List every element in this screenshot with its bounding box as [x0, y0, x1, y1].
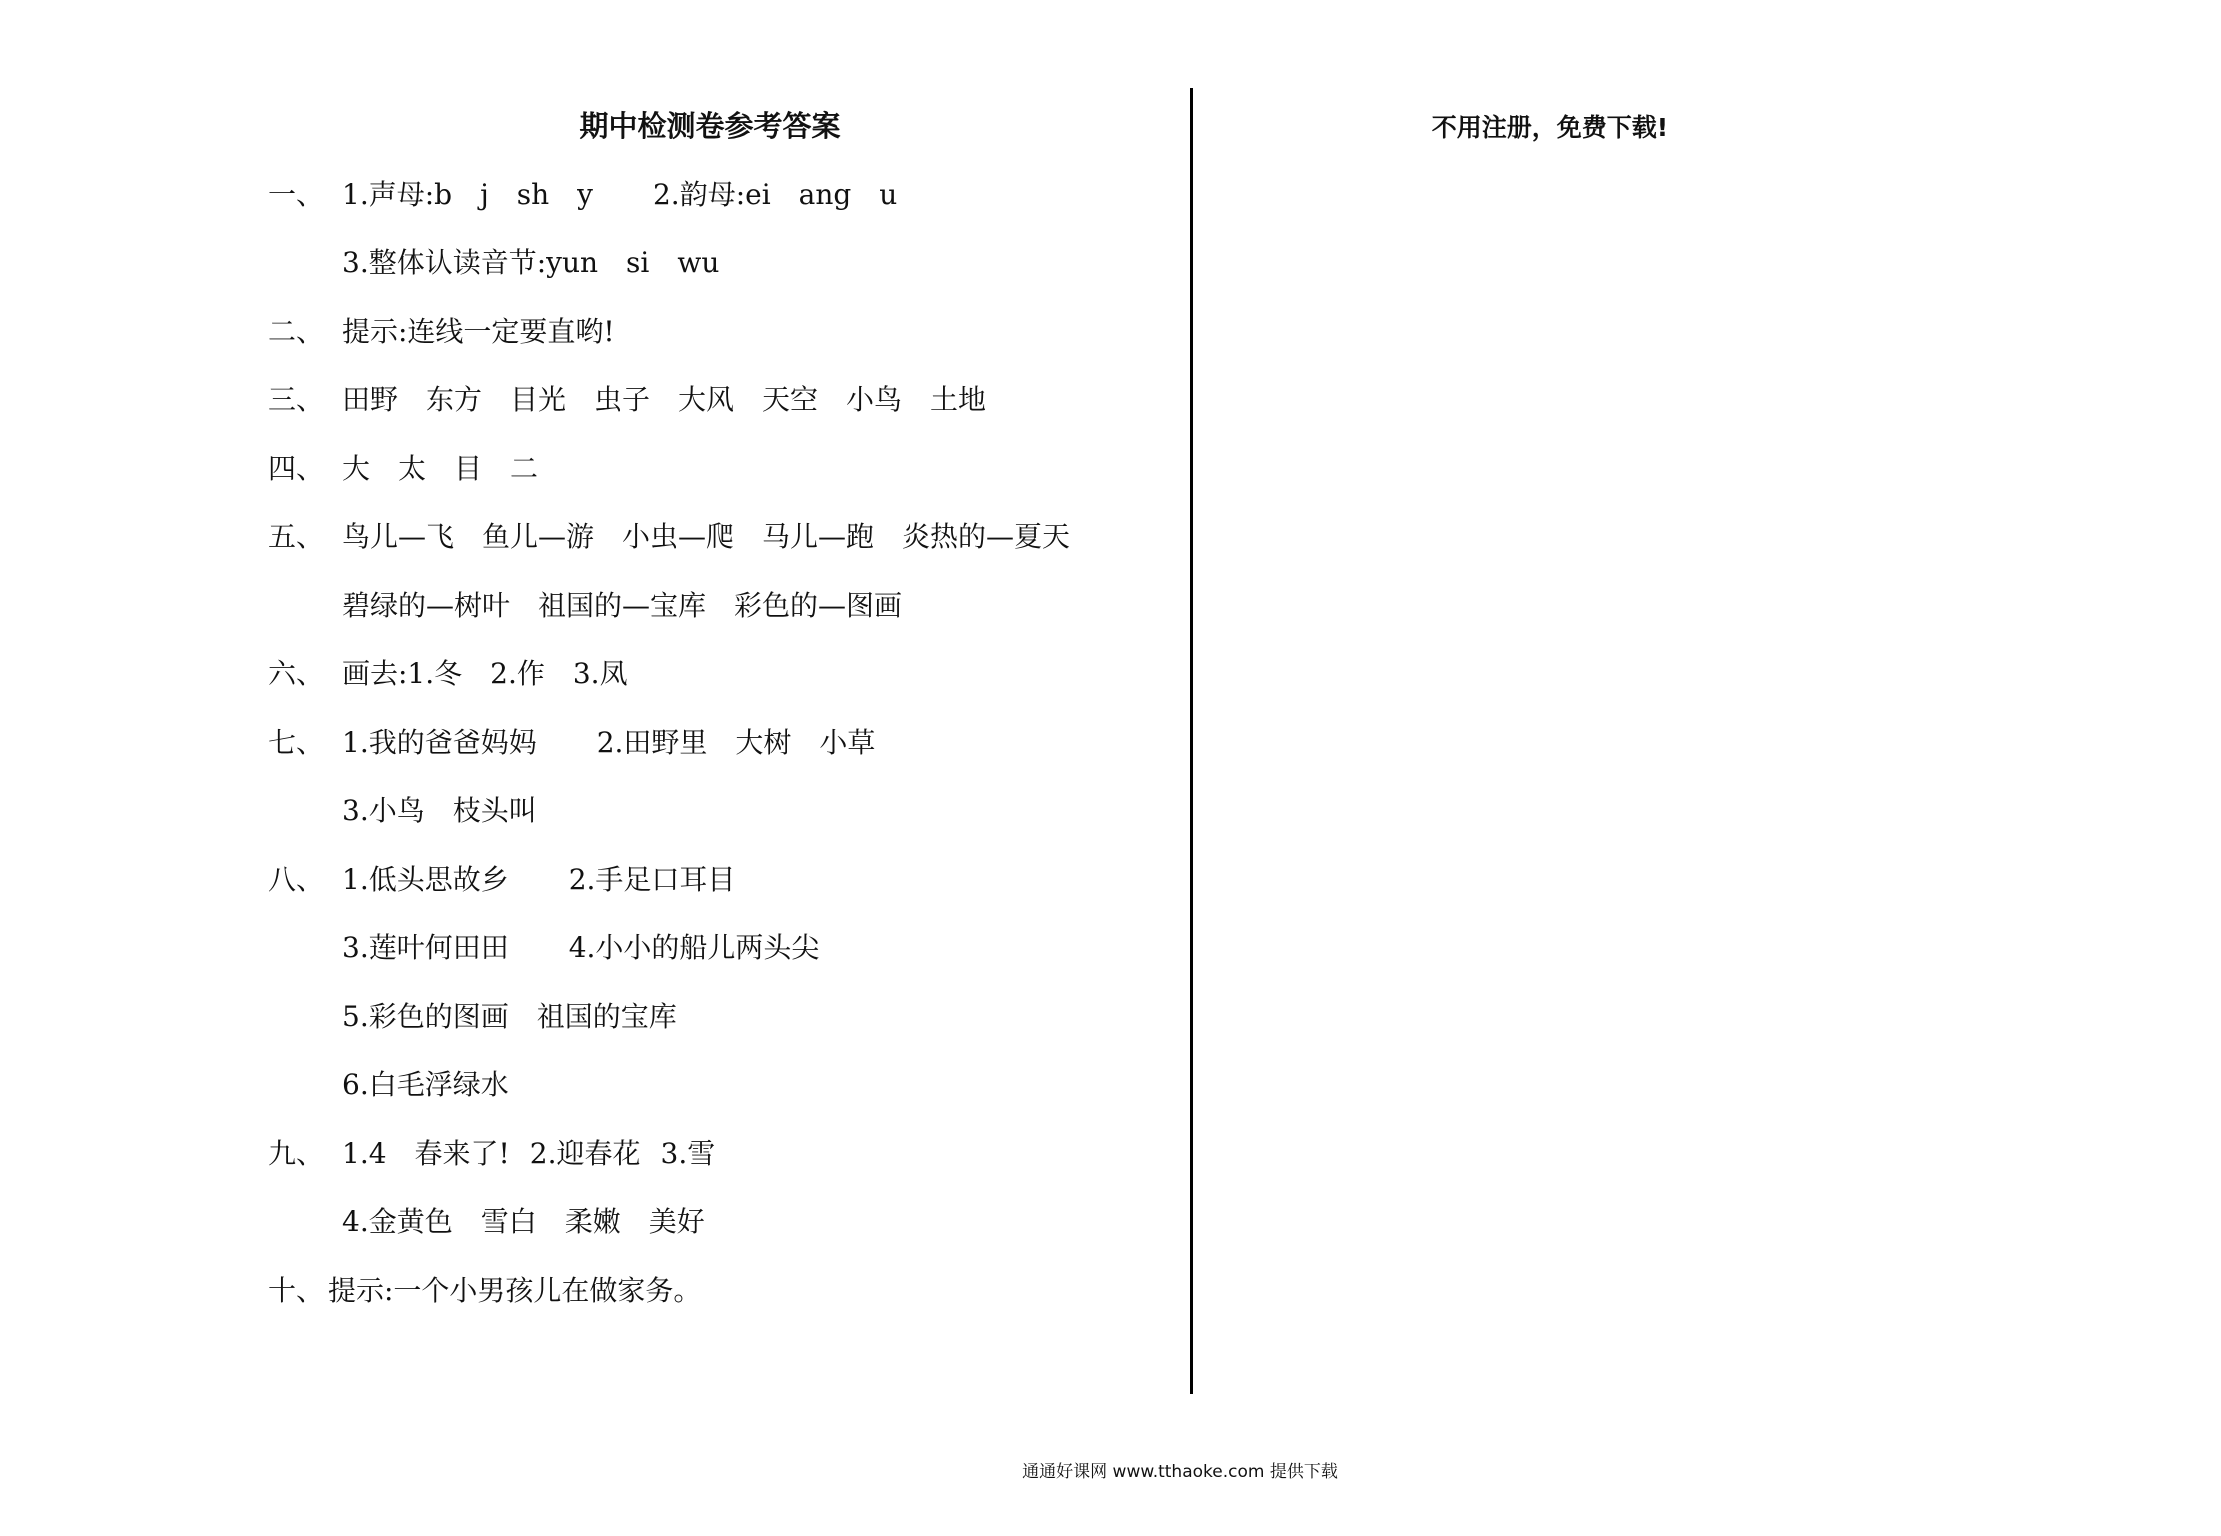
answer-text: 2.迎春花 [529, 1137, 641, 1170]
answer-line-5 [268, 517, 1070, 557]
answer-text: 2.田野里 大树 小草 [596, 726, 876, 759]
page-title: 期中检测卷参考答案 [579, 109, 841, 143]
answer-text: 碧绿的—树叶 祖国的—宝库 彩色的—图画 [342, 589, 903, 622]
answer-line-8 [268, 860, 735, 900]
answer-line-8d [342, 1065, 509, 1105]
answer-text: 提示:连线一定要直哟! [342, 315, 615, 348]
answer-line-1b [342, 243, 719, 283]
answer-text: 3.雪 [660, 1137, 716, 1170]
answer-line-6 [268, 654, 628, 694]
answer-text: 2.韵母:ei ang u [652, 178, 898, 211]
answer-text: 3.小鸟 枝头叫 [342, 794, 537, 827]
question-number: 九、 [268, 1137, 325, 1170]
answer-text: 大 太 目 二 [342, 452, 539, 485]
question-number: 五、 [268, 520, 325, 553]
question-number: 六、 [268, 657, 325, 690]
answer-text: 1.4 春来了! [342, 1137, 510, 1170]
answer-text: 提示:一个小男孩儿在做家务。 [328, 1274, 702, 1307]
answer-text: 5.彩色的图画 祖国的宝库 [342, 1000, 677, 1033]
answer-line-10 [268, 1271, 701, 1311]
question-number: 八、 [268, 863, 325, 896]
answer-text: 2.手足口耳目 [568, 863, 736, 896]
answer-text: 1.我的爸爸妈妈 [342, 726, 537, 759]
answer-text: 3.整体认读音节:yun si wu [342, 246, 720, 279]
answer-text: 4.金黄色 雪白 柔嫩 美好 [342, 1205, 705, 1238]
question-number: 三、 [268, 383, 325, 416]
download-notice: 不用注册，免费下载! [1431, 113, 1669, 142]
answer-text: 田野 东方 目光 虫子 大风 天空 小鸟 土地 [342, 383, 987, 416]
answer-text: 画去:1.冬 2.作 3.凤 [342, 657, 628, 690]
answer-text: 1.声母:b j sh y [342, 178, 593, 211]
answer-line-3 [268, 380, 986, 420]
answer-line-1 [268, 175, 897, 215]
question-number: 二、 [268, 315, 325, 348]
question-number: 四、 [268, 452, 325, 485]
page-footer: 通通好课网 www.tthaoke.com 提供下载 [1022, 1462, 1338, 1482]
question-number: 十、 [268, 1274, 325, 1307]
answer-line-8b [342, 928, 819, 968]
answer-text: 4.小小的船儿两头尖 [568, 931, 820, 964]
answer-text: 3.莲叶何田田 [342, 931, 509, 964]
column-divider [1190, 88, 1193, 1394]
answer-line-2 [268, 312, 615, 352]
answer-line-9 [268, 1134, 715, 1174]
answer-text: 6.白毛浮绿水 [342, 1068, 509, 1101]
answer-line-8c [342, 997, 677, 1037]
answer-line-4 [268, 449, 538, 489]
answer-text: 鸟儿—飞 鱼儿—游 小虫—爬 马儿—跑 炎热的—夏天 [342, 520, 1071, 553]
answer-text: 1.低头思故乡 [342, 863, 509, 896]
answer-line-9b [342, 1202, 705, 1242]
question-number: 一、 [268, 178, 325, 211]
answer-line-5b [342, 586, 902, 626]
answer-line-7b [342, 791, 537, 831]
question-number: 七、 [268, 726, 325, 759]
answer-line-7 [268, 723, 875, 763]
